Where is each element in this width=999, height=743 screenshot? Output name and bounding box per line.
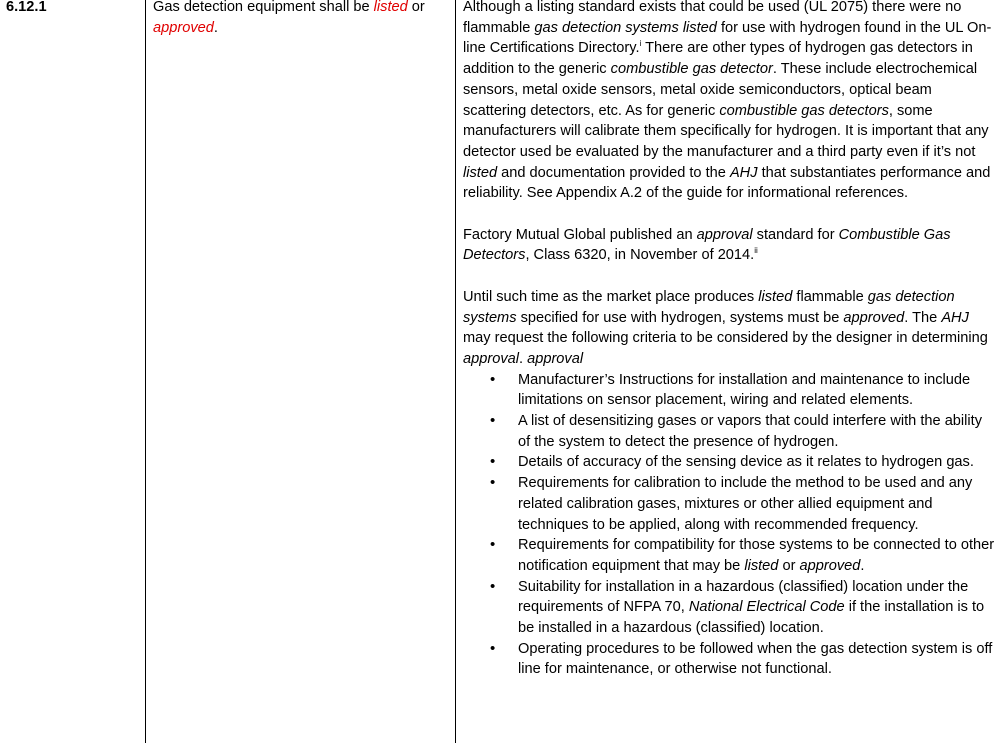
list-item: • Operating procedures to be followed when the gas detection system is off line for maintenance, or otherwise not functional. — [463, 639, 997, 680]
requirement-text-part: Gas detection equipment shall be — [153, 0, 374, 15]
criteria-list — [463, 370, 997, 681]
discussion-text — [463, 0, 997, 680]
list-item: • Requirements for calibration to include the method to be used and any related calibration gases, mixtures or other allied equipment and techniques to be applied, along with recommended frequency. — [463, 473, 997, 535]
paragraph-until-such-time: Until such time as the market place produces listed flammable gas detection systems specified for use with hydrogen, systems must be approved. The AHJ may request the following criteria to be considered by the designer in determining approval. approval — [463, 288, 988, 367]
section-number-cell — [0, 0, 145, 743]
approved-term: approved — [153, 19, 214, 36]
requirement-cell — [145, 0, 456, 743]
list-item: • Manufacturer’s Instructions for installation and maintenance to include limitations on sensor placement, wiring and related elements. — [463, 370, 997, 411]
list-item: • Suitability for installation in a hazardous (classified) location under the requirements of NFPA 70, National Electrical Code if the installation is to be installed in a hazardous (classified) location. — [463, 577, 997, 639]
footnote-ref: ii — [754, 246, 758, 256]
list-item: • Requirements for compatibility for those systems to be connected to other notification equipment that may be listed or approved. — [463, 535, 997, 576]
list-item: • A list of desensitizing gases or vapors that could interfere with the ability of the system to detect the presence of hydrogen. — [463, 411, 997, 452]
paragraph-ul-listing: Although a listing standard exists that could be used (UL 2075) there were no flammable gas detection systems listed for use with hydrogen found in the UL On-line Certifications Directory.$^i$ There are other types of hydrogen gas detectors in addition to the generic combustible gas detector. These include electrochemical sensors, metal oxide sensors, metal oxide semiconductors, optical beam scattering detectors, etc. As for generic combustible gas detectors, some manufacturers will calibrate them specifically for hydrogen. It is important that any detector used be evaluated by the manufacturer and a third party even if it’s not listed and documentation provided to the AHJ that substantiates performance and reliability. See Appendix A.2 of the guide for informational references. — [463, 0, 992, 202]
requirement-text-part: . — [213, 19, 218, 36]
requirement-text — [153, 0, 451, 38]
footnote-ref: i — [639, 39, 642, 49]
list-item: • Details of accuracy of the sensing device as it relates to hydrogen gas. — [463, 452, 997, 473]
discussion-cell — [455, 0, 999, 743]
requirement-text-part: or — [407, 0, 425, 15]
listed-term: listed — [373, 0, 408, 15]
paragraph-fm-global: Factory Mutual Global published an approval standard for Combustible Gas Detectors, Class 6320, in November of 2014.$^{ii}$ — [463, 226, 951, 264]
section-number: 6.12.1 — [6, 0, 47, 15]
